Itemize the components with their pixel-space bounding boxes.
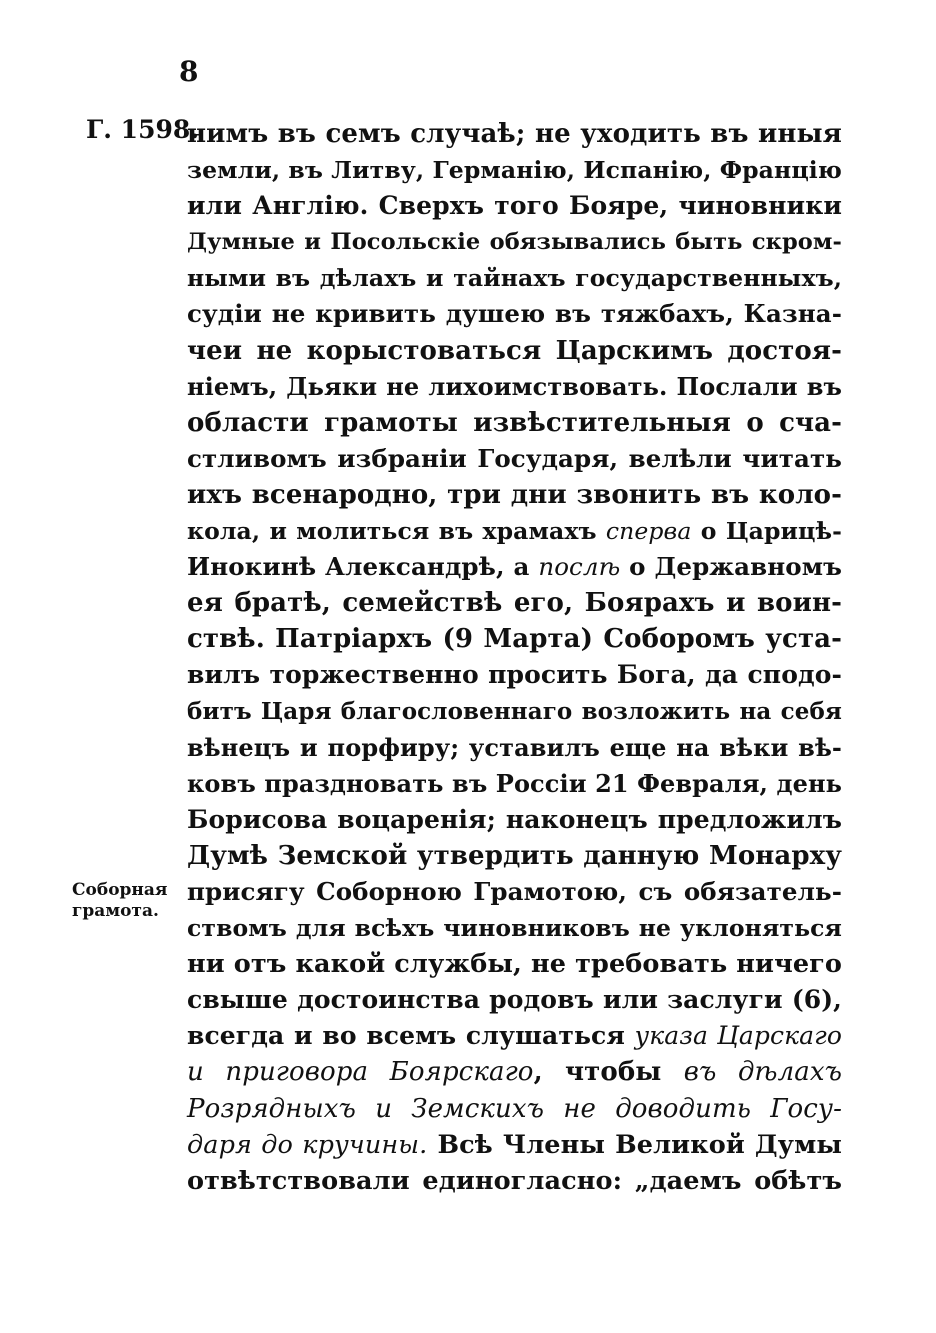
- text-segment: судіи не кривить душею въ тяжбахъ, Казна-: [187, 299, 842, 329]
- text-line: [187, 621, 842, 657]
- text-line: [187, 838, 842, 874]
- text-segment: ея братѣ, семействѣ его, Боярахъ и воин-: [187, 588, 842, 619]
- text-segment: вилъ торжественно просить Бога, да сподо-: [187, 660, 842, 690]
- text-line: [187, 982, 842, 1018]
- main-text-column: [187, 116, 842, 1199]
- text-line: [187, 694, 842, 730]
- text-line: [187, 766, 842, 802]
- text-line: [187, 730, 842, 766]
- text-segment: вѣнецъ и порфиру; уставилъ еще на вѣки вѣ-: [187, 732, 842, 762]
- text-line: [187, 116, 842, 152]
- text-line: [187, 549, 842, 585]
- text-line: [187, 188, 842, 224]
- text-segment: о Царицѣ-: [691, 517, 842, 546]
- text-line: [187, 1018, 842, 1054]
- text-segment: свыше достоинства родовъ или заслуги (6),: [187, 985, 842, 1015]
- text-line: [187, 946, 842, 982]
- text-segment: или Англію. Сверхъ того Бояре, чиновники: [187, 191, 842, 221]
- text-line: [187, 513, 842, 549]
- text-line: [187, 802, 842, 838]
- text-segment: Инокинѣ Александрѣ, а: [187, 552, 539, 582]
- text-line: [187, 1163, 842, 1199]
- text-segment: Всѣ Члены Великой Думы: [427, 1129, 843, 1160]
- text-line: [187, 369, 842, 405]
- margin-note-line: Соборная: [72, 880, 168, 900]
- text-segment: Думные и Посольскіе обязывались быть скром-: [187, 229, 842, 256]
- text-segment: о Державномъ: [620, 552, 842, 582]
- italic-text-segment: даря до кручины.: [187, 1129, 428, 1160]
- text-line: [187, 1091, 842, 1127]
- text-line: [187, 910, 842, 946]
- text-segment: чеи не корыстоваться Царскимъ достоя-: [187, 335, 842, 366]
- italic-text-segment: Розрядныхъ и Земскихъ не доводить Госу-: [187, 1093, 842, 1124]
- text-segment: Борисова воцаренія; наконецъ предложилъ: [187, 804, 842, 834]
- text-segment: ніемъ, Дьяки не лихоимствовать. Послали въ: [187, 371, 842, 401]
- margin-note-sobornaya-gramota: [72, 880, 167, 922]
- text-line: [187, 874, 842, 910]
- text-line: [187, 405, 842, 441]
- text-segment: кола, и молиться въ храмахъ: [187, 517, 606, 546]
- text-segment: всегда и во всемъ слушаться: [187, 1021, 635, 1051]
- text-line: [187, 1127, 842, 1163]
- text-segment: ковъ праздновать въ Россіи 21 Февраля, день: [187, 768, 842, 798]
- text-segment: битъ Царя благословеннаго возложить на себя: [187, 697, 842, 725]
- text-segment: ствомъ для всѣхъ чиновниковъ не уклоняться: [187, 914, 842, 943]
- page-number: 8: [179, 55, 199, 88]
- text-segment: нимъ въ семъ случаѣ; не уходить въ иныя: [187, 119, 842, 149]
- text-segment: Думѣ Земской утвердить данную Монарху: [187, 840, 842, 871]
- text-segment: стливомъ избраніи Государя, велѣли читать: [187, 443, 842, 473]
- text-line: [187, 260, 842, 296]
- text-segment: , чтобы: [533, 1057, 684, 1088]
- italic-text-segment: указа Царскаго: [634, 1021, 842, 1051]
- italic-text-segment: въ дѣлахъ: [683, 1057, 843, 1088]
- italic-text-segment: и приговора Боярскаго: [187, 1057, 534, 1088]
- text-segment: ными въ дѣлахъ и тайнахъ государственныхъ,: [187, 264, 842, 293]
- text-line: [187, 224, 842, 260]
- text-segment: отвѣтствовали единогласно: „даемъ обѣтъ: [187, 1165, 842, 1196]
- text-segment: ствѣ. Патріархъ (9 Марта) Соборомъ уста-: [187, 624, 842, 655]
- text-line: [187, 152, 842, 188]
- text-segment: присягу Соборною Грамотою, съ обязатель-: [187, 876, 842, 906]
- text-line: [187, 585, 842, 621]
- italic-text-segment: послѣ: [538, 552, 621, 582]
- text-line: [187, 1054, 842, 1090]
- text-line: [187, 296, 842, 332]
- text-line: [187, 477, 842, 513]
- margin-note-line: грамота.: [72, 901, 159, 921]
- italic-text-segment: сперва: [605, 517, 692, 546]
- margin-year-note: Г. 1598.: [86, 115, 199, 144]
- text-line: [187, 441, 842, 477]
- text-line: [187, 657, 842, 693]
- text-line: [187, 333, 842, 369]
- text-segment: ни отъ какой службы, не требовать ничего: [187, 949, 842, 980]
- text-segment: области грамоты извѣстительныя о сча-: [187, 407, 842, 438]
- text-segment: земли, въ Литву, Германію, Испанію, Францію: [187, 156, 842, 185]
- text-segment: ихъ всенародно, три дни звонить въ коло-: [187, 479, 842, 510]
